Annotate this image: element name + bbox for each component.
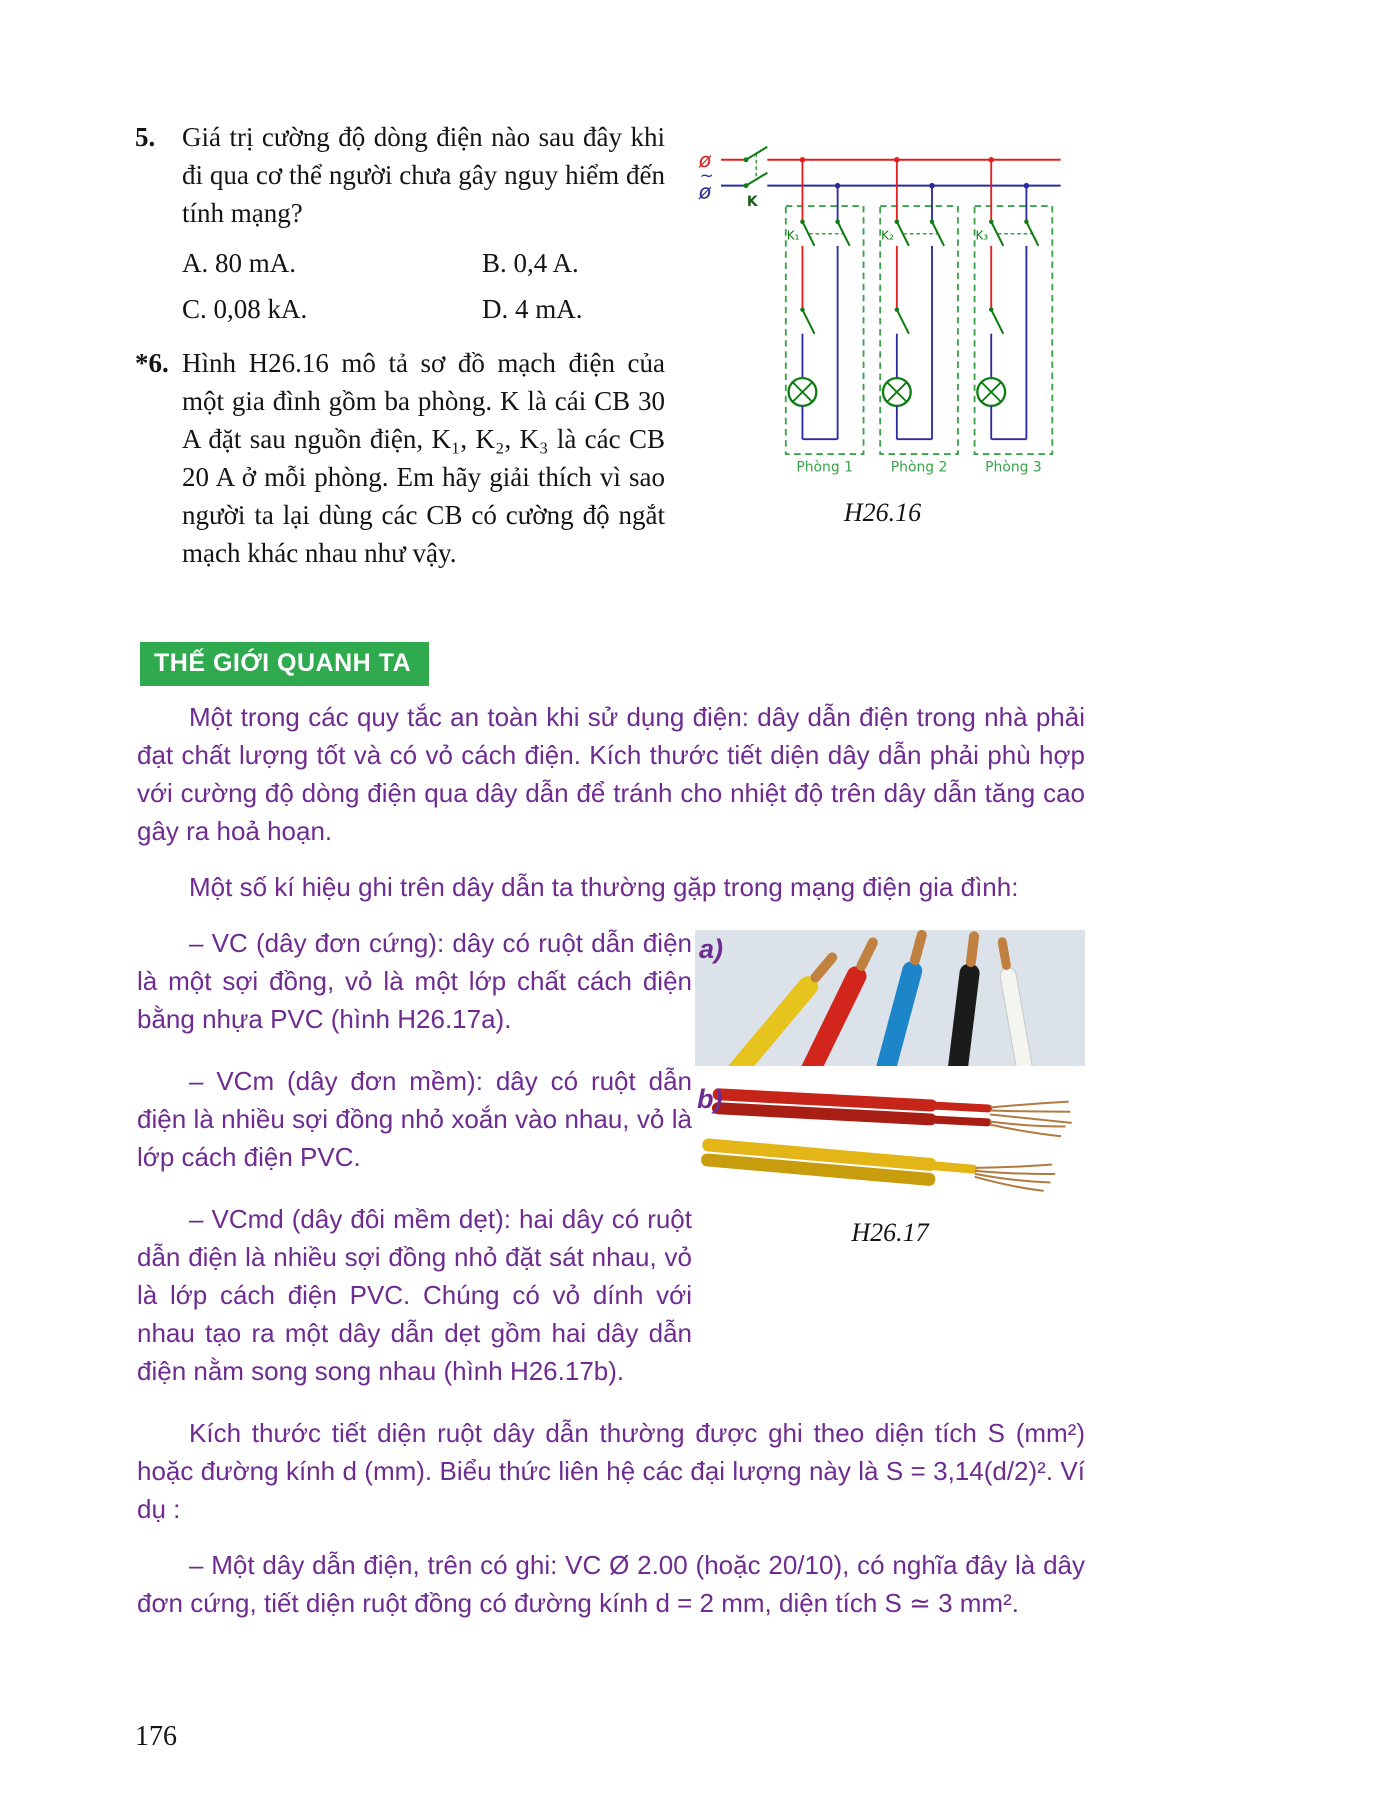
supply-lines — [721, 147, 1061, 189]
option-c: C. 0,08 kA. — [182, 294, 308, 324]
main-switch-label: K — [746, 194, 758, 211]
room-3-switch-label: K₃ — [975, 228, 989, 243]
single-wires-photo — [695, 930, 1085, 1114]
option-d: D. 4 mA. — [482, 294, 583, 324]
two-column-block — [137, 924, 1085, 1414]
yellow-flat-cable — [701, 1134, 1056, 1197]
question-5 — [135, 118, 665, 328]
wires-figure-caption: H26.17 — [851, 1218, 929, 1247]
room-2-label: Phòng 2 — [890, 459, 948, 476]
question-6-number: *6. — [135, 348, 169, 378]
room-2-switch-label: K₂ — [881, 228, 894, 243]
room-1-switch-label: K₁ — [786, 228, 800, 243]
neutral-source-icon: ø — [698, 179, 712, 204]
paragraph-vcmd: – VCmd (dây đôi mềm dẹt): hai dây có ruột dẫn điện là nhiều sợi đồng nhỏ đặt sát nhau, vỏ là lớp cách điện PVC. Chúng có vỏ dính với nhau tạo ra một dây dẫn dẹt gồm hai dây dẫn điện nằm song song nhau (hình H26.17b). — [137, 1204, 692, 1386]
ac-tilde-icon: ~ — [699, 166, 714, 186]
paragraph-vcm: – VCm (dây đơn mềm): dây có ruột dẫn điện là nhiều sợi đồng nhỏ xoắn vào nhau, vỏ là lớp cách điện PVC. — [137, 1066, 692, 1172]
paragraph-symbols-intro: Một số kí hiệu ghi trên dây dẫn ta thường gặp trong mạng điện gia đình: — [189, 872, 1019, 902]
question-5-number: 5. — [135, 122, 156, 152]
question-5-options — [182, 244, 665, 328]
red-flat-cable — [711, 1083, 1072, 1137]
question-6 — [135, 344, 665, 572]
option-a: A. 80 mA. — [182, 248, 296, 278]
phase-source-icon: ø — [698, 148, 712, 173]
section-banner: THẾ GIỚI QUANH TA — [140, 642, 429, 686]
panel-a-label: a) — [699, 934, 724, 964]
wires-illustration-svg — [695, 930, 1085, 1198]
questions-section — [135, 118, 1095, 572]
room-3-circuit — [975, 160, 1053, 476]
room-2-circuit — [880, 160, 958, 476]
circuit-figure-caption: H26.16 — [843, 498, 922, 527]
twin-flat-cables-photo — [697, 1083, 1073, 1197]
paragraph-cross-section: Kích thước tiết diện ruột dây dẫn thường được ghi theo diện tích S (mm²) hoặc đường kính d (mm). Biểu thức liên hệ các đại lượng này là S = 3,14(d/2)². Ví dụ : — [137, 1418, 1085, 1524]
body-section — [137, 698, 1085, 1640]
room-1-label: Phòng 1 — [796, 459, 853, 476]
question-5-body — [182, 118, 665, 328]
question-6-text: Hình H26.16 mô tả sơ đồ mạch điện của một gia đình gồm ba phòng. K là cái CB 30 A đặt sau nguồn điện, K₁, K₂, K₃ là các CB 20 A ở mỗi phòng. Em hãy giải thích vì sao người ta lại dùng các CB có cường độ ngắt mạch khác nhau như vậy. — [182, 348, 665, 568]
room-1-circuit — [786, 160, 864, 476]
question-column — [135, 118, 665, 572]
room-3-label: Phòng 3 — [985, 459, 1042, 476]
question-5-text: Giá trị cường độ dòng điện nào sau đây khi đi qua cơ thể người chưa gây nguy hiểm đến tính mạng? — [182, 122, 665, 228]
panel-b-label: b) — [697, 1084, 723, 1114]
circuit-diagram-svg — [680, 132, 1085, 479]
paragraph-safety-rule: Một trong các quy tắc an toàn khi sử dụng điện: dây dẫn điện trong nhà phải đạt chất lượng tốt và có vỏ cách điện. Kích thước tiết diện dây dẫn phải phù hợp với cường độ dòng điện qua dây dẫn để tránh cho nhiệt độ trên dây dẫn tăng cao gây ra hoả hoạn. — [137, 702, 1085, 846]
page-number: 176 — [135, 1721, 177, 1752]
paragraph-example: – Một dây dẫn điện, trên có ghi: VC Ø 2.00 (hoặc 20/10), có nghĩa đây là dây đơn cứng, tiết diện ruột đồng có đường kính d = 2 mm, diện tích S ≃ 3 mm². — [137, 1550, 1085, 1618]
circuit-figure — [680, 132, 1085, 572]
option-b: B. 0,4 A. — [482, 248, 579, 278]
paragraph-vc: – VC (dây đơn cứng): dây có ruột dẫn điện là một sợi đồng, vỏ là một lớp chất cách điện bằng nhựa PVC (hình H26.17a). — [137, 928, 692, 1034]
wires-figure — [695, 924, 1085, 1414]
wire-types-column — [137, 924, 692, 1414]
